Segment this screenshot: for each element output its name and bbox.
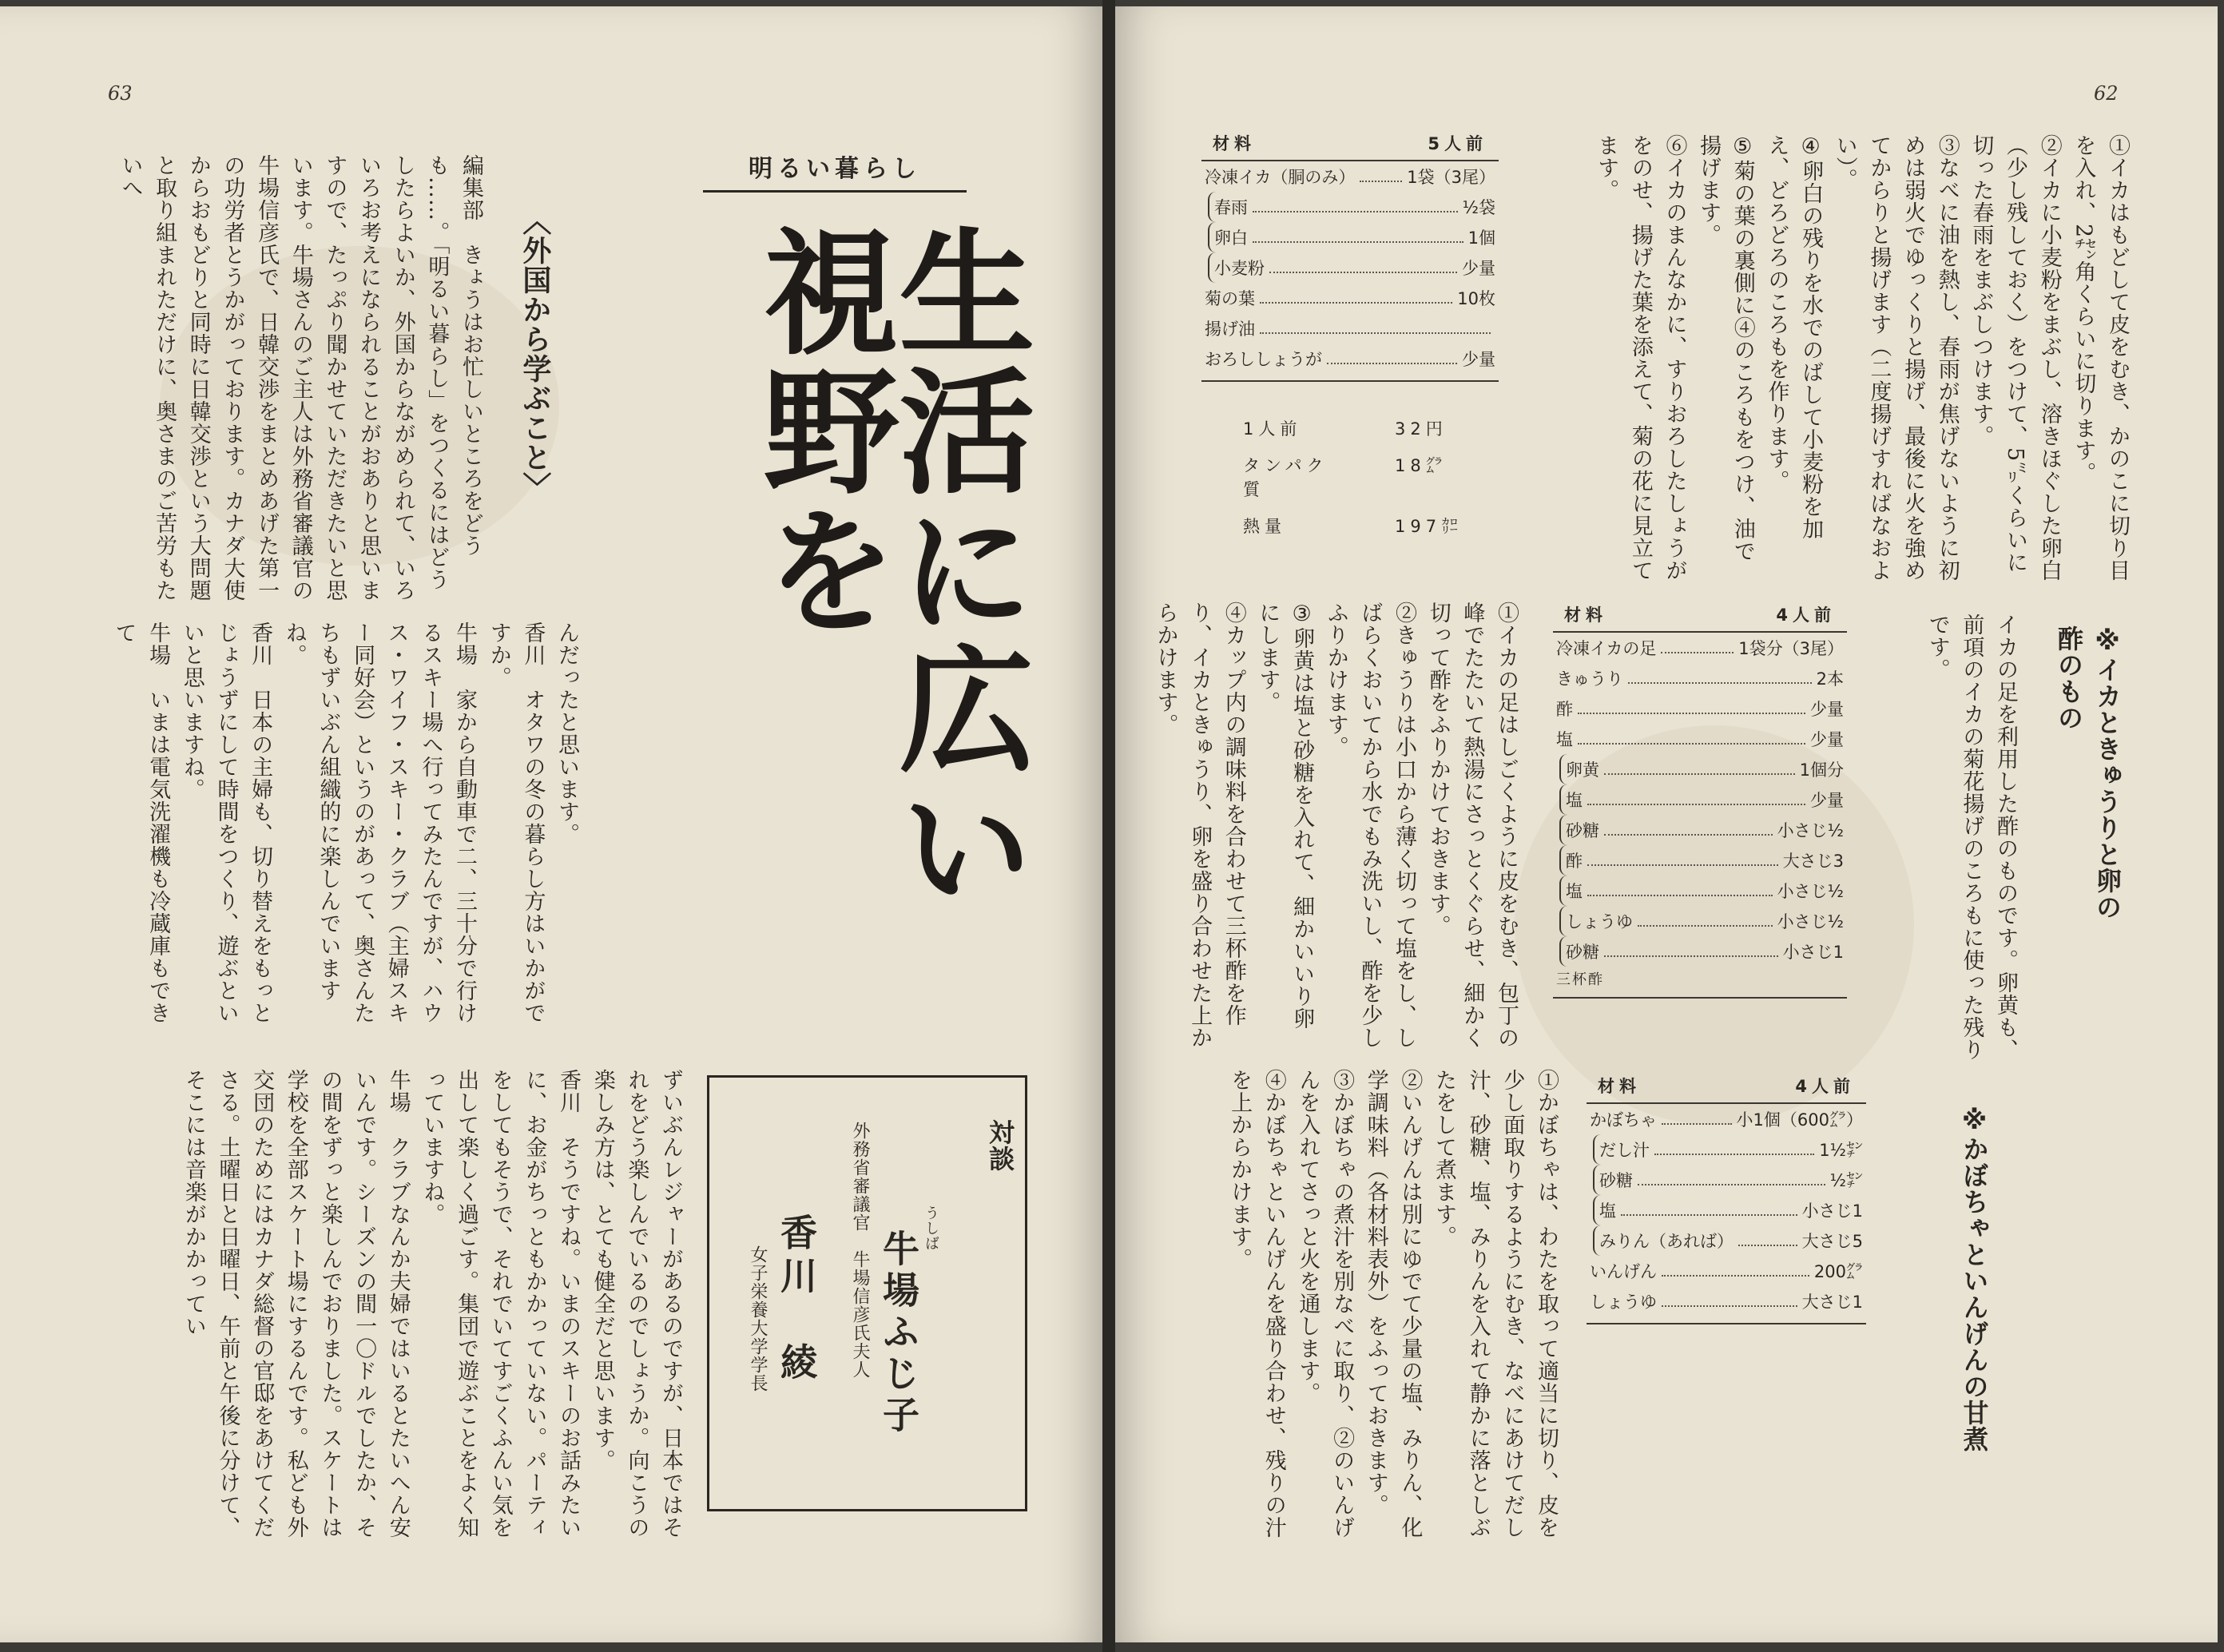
guest2-name: 香川 綾 [775,1213,818,1386]
ingredient-row [1201,161,1499,192]
ingredient-name: 酢 [1566,852,1583,871]
ingredient-qty: 小さじ1 [1782,943,1844,962]
nutrition-value: 18㌘ [1395,456,1448,475]
recipe2-steps: ①イカの足はしごくように皮をむき、包丁の峰でたたいて熱湯にさっとくぐらせ、細かく切って酢をふりかけておきます。 ②きゅうりは小口から薄く切って塩をし、しばらくおいてから水でもみ洗いし、酢を少しふりかけます。 ③卵黄は塩と砂糖を入れて、細かいいり卵にします。 ④カップ内の調味料を合わせて三杯酢を作り、イカときゅうり、卵を盛り合わせた上からかけます。 [1153,602,1519,1049]
leader-dots [1327,347,1457,364]
ingredient-qty: 小さじ½ [1777,912,1844,931]
ingredient-qty: 1袋分（3尾） [1738,639,1844,658]
left-page [0,6,1102,1642]
nutrition-value: 197㌍ [1395,517,1463,536]
ingredient-row [1587,1286,1866,1316]
taidan-label: 対談 [976,1116,1023,1175]
leader-dots [1604,939,1778,957]
ingredient-name: だし汁 [1599,1141,1650,1160]
ingredient-name: 砂糖 [1566,821,1599,840]
ingredient-name: いんげん [1590,1262,1657,1281]
guest1-furigana: うしば [923,1205,939,1251]
ingredient-qty: 少量 [1810,791,1844,810]
ingredient-qty: 1袋（3尾） [1407,168,1495,187]
ingredient-row [1208,192,1499,222]
nutrition-label: 熱量 [1243,517,1286,536]
ingredient-qty: 大さじ1 [1801,1293,1863,1312]
leader-dots [1638,909,1773,927]
ingredient-name: おろししょうが [1205,350,1322,369]
leader-dots [1621,1198,1797,1216]
ingredient-qty: 1½㌢ [1819,1141,1863,1160]
ingredient-row [1201,344,1499,374]
leader-dots [1604,757,1795,775]
ingredient-qty: 小さじ½ [1777,882,1844,901]
ingredient-row [1587,1104,1866,1134]
ingredient-row [1201,283,1499,313]
nutrition-row [1243,507,1463,544]
ingredient-row [1559,784,1847,815]
ingredient-row [1593,1195,1866,1225]
ingredient-row [1587,1256,1866,1286]
nutrition-value: 32円 [1395,419,1448,439]
leader-dots [1578,697,1805,714]
table-header: 材料 [1213,134,1256,153]
leader-dots [1628,666,1812,684]
ingredient-qty: 1個 [1467,228,1495,248]
ingredient-qty: 1個分 [1799,760,1844,780]
series-label: 明るい暮らし [703,149,967,193]
guest1-title: 外務省審議官 牛場信彦氏夫人 [850,1122,870,1379]
page-number-left: 63 [108,82,133,105]
table-header: 材料 [1564,606,1607,625]
ingredient-qty: 小1個（600㌘） [1736,1110,1863,1130]
ingredient-name: 塩 [1566,882,1583,901]
ingredient-name: 酢 [1556,700,1573,719]
ingredient-name: しょうゆ [1566,912,1633,931]
ingredient-row [1559,906,1847,936]
ingredient-name: 砂糖 [1599,1171,1633,1190]
ingredient-qty: 小さじ1 [1801,1201,1863,1221]
leader-dots [1662,1107,1732,1125]
table-header: 材料 [1598,1077,1641,1096]
ingredient-qty: 小さじ½ [1777,821,1844,840]
ingredient-row [1559,936,1847,967]
ingredient-qty: 2本 [1816,669,1844,689]
leader-dots [1360,165,1402,182]
ingredient-qty: 少量 [1462,259,1495,278]
ingredient-qty: ½㌢ [1829,1171,1863,1190]
subtitle: 〈外国から学ぶこと〉 [518,206,551,502]
ingredient-rows [1201,161,1499,374]
recipe1-nutrition [1243,410,1463,544]
leader-dots [1738,1229,1797,1246]
ingredient-name: 塩 [1566,791,1583,810]
leader-dots [1253,225,1463,243]
ingredient-row [1559,815,1847,845]
ingredient-name: かぼちゃ [1590,1110,1657,1130]
ingredient-rows [1553,633,1847,991]
ingredient-row [1553,633,1847,663]
leader-dots [1662,1259,1809,1277]
ingredient-name: 塩 [1556,730,1573,749]
dialogue-column-3: ずいぶんレジャーがあるのですが、日本ではそれをどう楽しんでいるのでしょうか。向こうの楽しみ方は、とても健全だと思います。 香川 そうですね。いまのスキーのお話みたいに、お金がちっともかかっていない。パーティをしてもそうで、それでいてすごくふんい気を出して楽しく過ごす。集団で遊ぶことをよく知っていますね。 牛場 クラブなんか夫婦ではいるとたいへん安いんです。シーズンの間一〇ドルでしたか、その間をずっと楽しんでおりました。スケートは学校を全部スケート場にするんです。私ども外交団のためにはカナダ総督の官邸をあけてくださる。土曜日と日曜日、午前と午後に分けて、そこには音楽がかかってい [181,1069,683,1539]
ingredient-qty: 200㌘ [1813,1262,1863,1281]
ingredient-name: しょうゆ [1590,1293,1657,1312]
ingredient-name: 卵白 [1214,228,1248,248]
nutrition-row [1243,447,1463,507]
ingredient-qty: 少量 [1810,700,1844,719]
leader-dots [1587,848,1778,866]
ingredient-row [1553,724,1847,754]
ingredient-name: 菊の葉 [1205,289,1255,308]
sanbaizu-label: 三杯酢 [1556,971,1604,988]
recipe3-ingredient-table [1587,1069,1866,1324]
table-servings: 4人前 [1795,1077,1855,1096]
ingredient-qty: 少量 [1810,730,1844,749]
leader-dots [1604,818,1773,836]
ingredient-name: 揚げ油 [1205,320,1255,339]
leader-dots [1638,1168,1825,1185]
guest1-name: 牛場ふじ子 [877,1229,920,1437]
ingredient-qty: ½袋 [1462,198,1495,217]
table-servings: 4人前 [1776,606,1836,625]
recipe1-ingredient-table [1201,126,1499,382]
ingredient-row [1553,693,1847,724]
ingredient-row [1553,663,1847,693]
ingredient-row [1593,1225,1866,1256]
calligraphy-title: 生活に広い視野を [740,222,1034,917]
table-servings: 5人前 [1428,134,1487,153]
right-page [1115,6,2218,1642]
ingredient-name: 冷凍イカの足 [1556,639,1657,658]
ingredient-name: 卵黄 [1566,760,1599,780]
ingredient-row [1593,1165,1866,1195]
leader-dots [1578,727,1805,745]
nutrition-label: 1人前 [1243,419,1302,439]
ingredient-qty: 10枚 [1457,289,1495,308]
recipe2-intro: イカの足を利用した酢のものです。卵黄も、前項のイカの菊花揚げのころもに使った残りです。 [1924,614,2018,1061]
book-gutter [1102,0,1115,1652]
leader-dots [1661,636,1734,653]
ingredient-name: 小麦粉 [1214,259,1265,278]
ingredient-row [1559,845,1847,876]
nutrition-label: タンパク質 [1243,456,1328,499]
leader-dots [1662,1289,1797,1307]
leader-dots [1587,879,1773,896]
recipe3-title: ※かぼちゃといんげんの甘煮 [1959,1105,1990,1452]
page-number-right: 62 [2094,82,2119,105]
ingredient-row [1559,876,1847,906]
ingredient-name: きゅうり [1556,669,1623,689]
dialogue-column-1: 編集部 きょうはお忙しいところをどうも……。「明るい暮らし」をつくるにはどうしたらよいか、外国からながめられて、いろいろお考えになられることがおありと思いますので、たっぷり聞かせていただきたいと思います。牛場さんのご主人は外務省審議官の牛場信彦氏で、日韓交渉をまとめあげた第一の功労者とうかがっております。カナダ大使からおもどりと同時に日韓交渉という大問題と取り組まれただけに、奥さまのご苦労もたいへ [117,154,483,602]
ingredient-name: 春雨 [1214,198,1248,217]
ingredient-row [1208,252,1499,283]
leader-dots [1654,1138,1814,1155]
ingredient-qty: 少量 [1462,350,1495,369]
ingredient-name: 塩 [1599,1201,1616,1221]
ingredient-row [1201,313,1499,344]
ingredient-row [1559,754,1847,784]
nutrition-row [1243,410,1463,447]
recipe1-steps: ①イカはもどして皮をむき、かのこに切り目を入れ、2㌢角くらいに切ります。 ②イカに小麦粉をまぶし、溶きほぐした卵白（少し残しておく）をつけて、5㍉くらいに切った春雨をまぶしつけます。 ③なべに油を熱し、春雨が焦げないように初めは弱火でゆっくりと揚げ、最後に火を強めてからりと揚げます（二度揚げすればなおよい）。 ④卵白の残りを水でのばして小麦粉を加え、どろどろのころもを作ります。 ⑤菊の葉の裏側に④のころもをつけ、油で揚げます。 ⑥イカのまんなかに、すりおろしたしょうがをのせ、揚げた葉を添えて、菊の花に見立てます。 [1594,134,2130,582]
leader-dots [1269,256,1457,273]
dialogue-column-2: んだったと思います。 香川 オタワの冬の暮らし方はいかがですか。 牛場 家から自動車で二、三十分で行けるスキー場へ行ってみたんですが、ハウス・ワイフ・スキー・クラブ（主婦スキー同好会）というのがあって、奥さんたちもずいぶん組織的に楽しんでいますね。 香川 日本の主婦も、切り替えをもっとじょうずにして時間をつくり、遊ぶといいと思いますね。 牛場 いまは電気洗濯機も冷蔵庫もできて [111,621,579,1024]
ingredient-row [1593,1134,1866,1165]
recipe3-steps: ①かぼちゃは、わたを取って適当に切り、皮を少し面取りするようにむき、なべにあけてだし汁、砂糖、塩、みりんを入れて静かに落としぶたをして煮ます。 ②いんげんは別にゆでて少量の塩、みりん、化学調味料（各材料表外）をふっておきます。 ③かぼちゃの煮汁を別なべに取り、②のいんげんを入れてさっと火を通します。 ④かぼちゃといんげんを盛り合わせ、残りの汁を上からかけます。 [1227,1069,1559,1539]
leader-dots [1587,788,1805,805]
ingredient-name: 冷凍イカ（胴のみ） [1205,168,1356,187]
recipe2-ingredient-table [1553,598,1847,999]
ingredient-name: 砂糖 [1566,943,1599,962]
leader-dots [1260,316,1491,334]
ingredient-rows [1587,1104,1866,1316]
recipe2-title: ※イカときゅうりと卵の酢のもの [2054,625,2123,920]
ingredient-qty: 大さじ5 [1801,1232,1863,1251]
ingredient-row [1208,222,1499,252]
ingredient-name: みりん（あれば） [1599,1232,1734,1251]
leader-dots [1253,195,1458,212]
taidan-box [707,1075,1027,1511]
guest2-title: 女子栄養大学学長 [748,1245,768,1392]
ingredient-qty: 大さじ3 [1782,852,1844,871]
leader-dots [1260,286,1452,304]
